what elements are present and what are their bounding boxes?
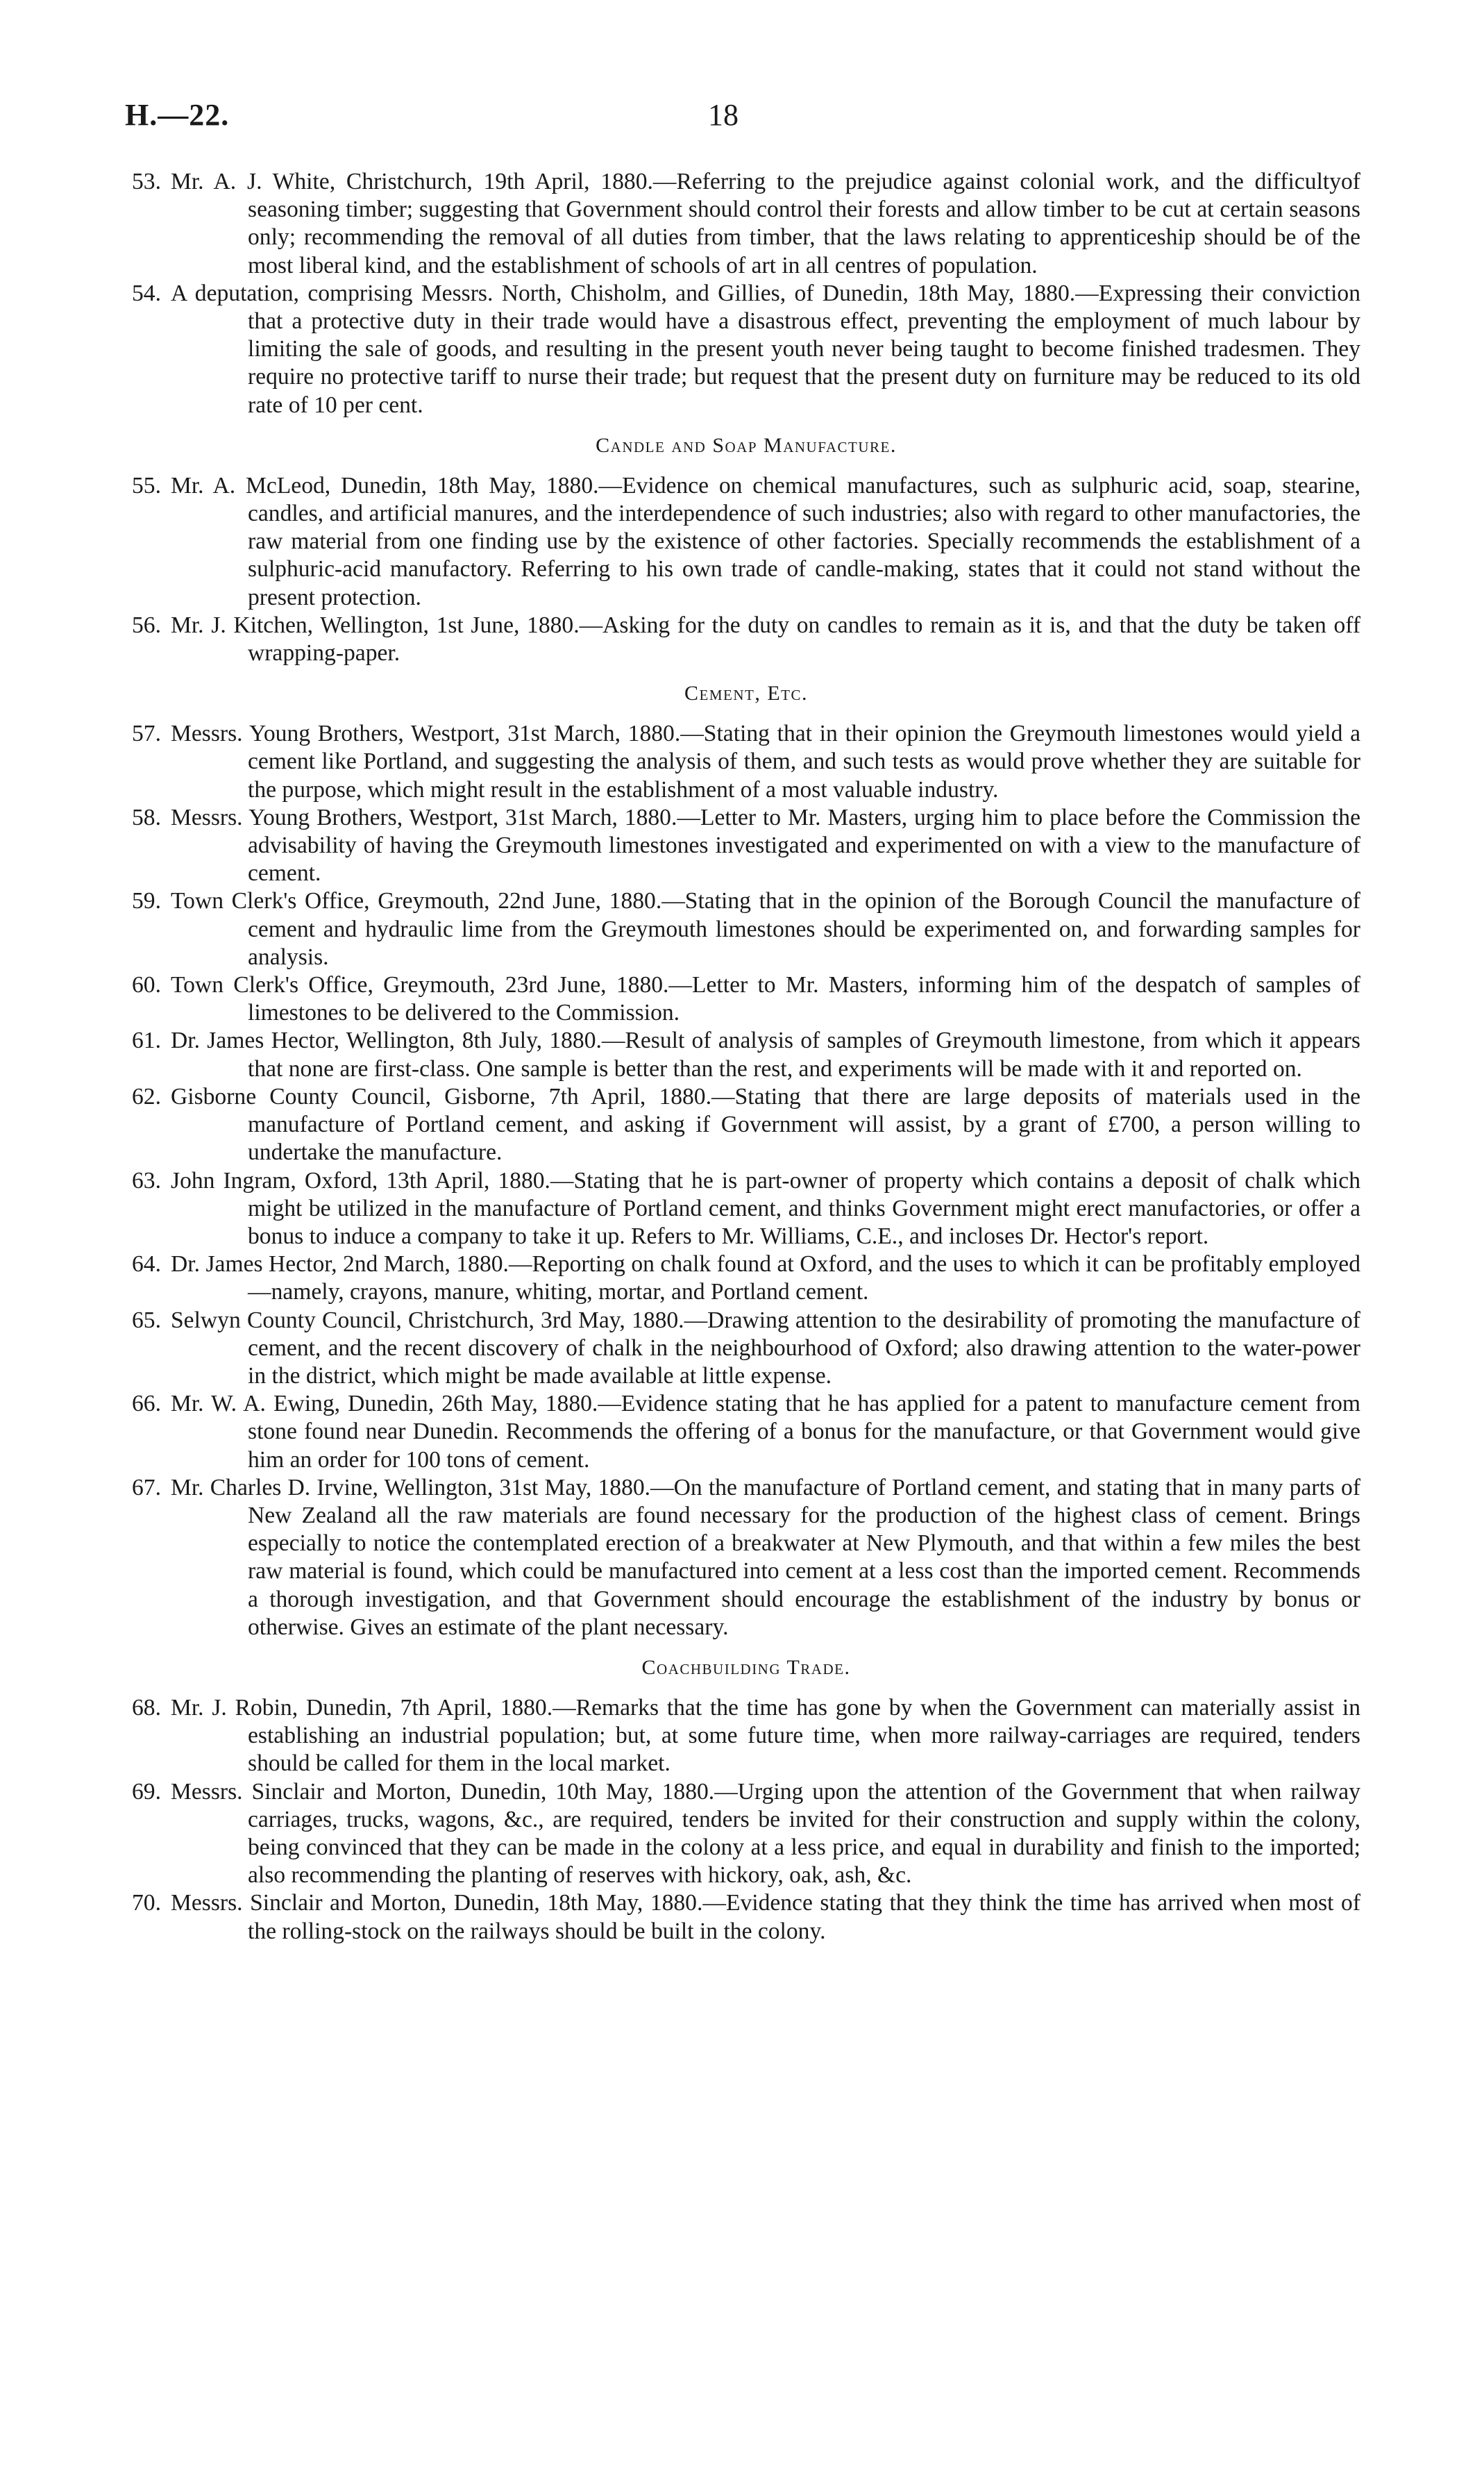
entry-text: Messrs. Sinclair and Morton, Dunedin, 10th May, 1880.—Urging upon the attention of the Government that when railway carriages, trucks, wagons, &c., are required, tenders be invited for their construction and supply within the colony, being convinced that they can be made in the colony at a less price, and equal in durability and finish to the imported; also recommending the planting of reserves with hickory, oak, ash, &c. bbox=[171, 1778, 1360, 1889]
entry-number: 69. bbox=[132, 1778, 161, 1805]
entry-number: 67. bbox=[132, 1474, 161, 1500]
entry-text: Dr. James Hector, Wellington, 8th July, 1880.—Result of analysis of samples of Greymouth limestone, from which it appears that none are first-class. One sample is better than the rest, and experiments will be made with it and reported on. bbox=[171, 1028, 1360, 1082]
list-item bbox=[132, 280, 1360, 419]
entry-number: 65. bbox=[132, 1307, 161, 1333]
document-body bbox=[132, 168, 1360, 1946]
entry-list bbox=[132, 1694, 1360, 1946]
list-item bbox=[132, 1307, 1360, 1391]
entry-text: Mr. A. J. White, Christchurch, 19th April, 1880.—Referring to the prejudice against colonial work, and the difficultyof seasoning timber; suggesting that Government should control their forests and allow timber to be cut at certain seasons only; recommending the removal of all duties from timber, that the laws relating to apprenticeship should be of the most liberal kind, and the establishment of schools of art in all centres of population. bbox=[171, 169, 1360, 278]
entry-number: 53. bbox=[132, 169, 161, 194]
entry-text: Messrs. Sinclair and Morton, Dunedin, 18th May, 1880.—Evidence stating that they think the time has arrived when most of the rolling-stock on the railways should be built in the colony. bbox=[171, 1890, 1360, 1944]
document-code: H.—22. bbox=[125, 98, 230, 132]
list-item bbox=[132, 1474, 1360, 1641]
page-header bbox=[125, 97, 1360, 146]
entry-text: Mr. A. McLeod, Dunedin, 18th May, 1880.—Evidence on chemical manufactures, such as sulphuric acid, soap, stearine, candles, and artificial manures, and the interdependence of such industries; also with regard to other manufactories, the raw material from one finding use by the existence of other factories. Specially recommends the establishment of a sulphuric-acid manufactory. Referring to his own trade of candle-making, states that it could not stand without the present protection. bbox=[171, 472, 1360, 610]
list-item bbox=[132, 1027, 1360, 1082]
list-item bbox=[132, 612, 1360, 667]
list-item bbox=[132, 804, 1360, 888]
list-item bbox=[132, 1778, 1360, 1890]
list-item bbox=[132, 720, 1360, 804]
entry-text: Mr. J. Kitchen, Wellington, 1st June, 1880.—Asking for the duty on candles to remain as it is, and that the duty be taken off wrapping-paper. bbox=[171, 612, 1360, 667]
entry-number: 55. bbox=[132, 472, 161, 499]
entry-text: Messrs. Young Brothers, Westport, 31st March, 1880.—Letter to Mr. Masters, urging him to place before the Commission the advisability of having the Greymouth limestones investigated and experimented on with a view to the manufacture of cement. bbox=[171, 804, 1360, 887]
list-item bbox=[132, 1694, 1360, 1778]
entry-number: 54. bbox=[132, 280, 161, 306]
list-item bbox=[132, 1250, 1360, 1306]
entry-number: 63. bbox=[132, 1167, 161, 1194]
entry-text: Town Clerk's Office, Greymouth, 22nd June, 1880.—Stating that in the opinion of the Borough Council the manufacture of cement and hydraulic lime from the Greymouth limestones should be experimented on, and forwarding samples for analysis. bbox=[171, 888, 1360, 970]
entry-number: 56. bbox=[132, 612, 161, 638]
list-item bbox=[132, 1390, 1360, 1474]
entry-list bbox=[132, 168, 1360, 419]
entry-list bbox=[132, 472, 1360, 667]
entry-text: John Ingram, Oxford, 13th April, 1880.—Stating that he is part-owner of property which contains a deposit of chalk which might be utilized in the manufacture of Portland cement, and thinks Government might erect manufactories, or offer a bonus to induce a company to take it up. Refers to Mr. Williams, C.E., and incloses Dr. Hector's report. bbox=[171, 1167, 1360, 1249]
section-heading-coachbuilding: Coachbuilding Trade. bbox=[641, 1655, 851, 1679]
entry-number: 62. bbox=[132, 1083, 161, 1110]
entry-number: 64. bbox=[132, 1251, 161, 1278]
list-item bbox=[132, 1083, 1360, 1167]
list-item bbox=[132, 971, 1360, 1027]
entry-text: Messrs. Young Brothers, Westport, 31st March, 1880.—Stating that in their opinion the Greymouth limestones would yield a cement like Portland, and suggesting the analysis of them, and such tests as would prove whether they are suitable for the purpose, which might result in the establishment of a most valuable industry. bbox=[171, 721, 1360, 803]
list-item bbox=[132, 887, 1360, 971]
entry-text: Dr. James Hector, 2nd March, 1880.—Reporting on chalk found at Oxford, and the uses to which it can be profitably employed—namely, crayons, manure, whiting, mortar, and Portland cement. bbox=[171, 1251, 1360, 1305]
entry-text: Mr. Charles D. Irvine, Wellington, 31st May, 1880.—On the manufacture of Portland cement, and stating that in many parts of New Zealand all the raw materials are found necessary for the production of the highest class of cement. Brings especially to notice the contemplated erection of a breakwater at New Plymouth, and that within a few miles the best raw material is found, which could be manufactured into cement at a less cost than the imported cement. Recommends a thorough investigation, and that Government should encourage the establishment of the industry by bonus or otherwise. Gives an estimate of the plant necessary. bbox=[171, 1474, 1360, 1640]
list-item bbox=[132, 1167, 1360, 1251]
entry-number: 68. bbox=[132, 1694, 161, 1721]
entry-text: A deputation, comprising Messrs. North, Chisholm, and Gillies, of Dunedin, 18th May, 1880.—Expressing their conviction that a protective duty in their trade would have a disastrous effect, preventing the employment of much labour by limiting the sale of goods, and resulting in the present youth never being taught to become finished tradesmen. They require no protective tariff to nurse their trade; but request that the present duty on furniture may be reduced to its old rate of 10 per cent. bbox=[171, 280, 1360, 418]
entry-text: Selwyn County Council, Christchurch, 3rd May, 1880.—Drawing attention to the desirability of promoting the manufacture of cement, and the recent discovery of chalk in the neighbourhood of Oxford; also drawing attention to the water-power in the district, which might be made available at little expense. bbox=[171, 1307, 1360, 1389]
entry-number: 60. bbox=[132, 972, 161, 998]
entry-number: 58. bbox=[132, 804, 161, 830]
entry-number: 59. bbox=[132, 888, 161, 914]
entry-number: 61. bbox=[132, 1028, 161, 1054]
section-heading-candle: Candle and Soap Manufacture. bbox=[596, 433, 897, 457]
section-heading-cement: Cement, Etc. bbox=[684, 682, 808, 705]
entry-number: 70. bbox=[132, 1890, 161, 1916]
list-item bbox=[132, 1889, 1360, 1945]
entry-number: 66. bbox=[132, 1391, 161, 1417]
entry-number: 57. bbox=[132, 721, 161, 747]
entry-text: Mr. W. A. Ewing, Dunedin, 26th May, 1880.—Evidence stating that he has applied for a patent to manufacture cement from stone found near Dunedin. Recommends the offering of a bonus for the manufacture, or that Government would give him an order for 100 tons of cement. bbox=[171, 1391, 1360, 1473]
page-number: 18 bbox=[708, 98, 739, 132]
entry-text: Mr. J. Robin, Dunedin, 7th April, 1880.—Remarks that the time has gone by when the Government can materially assist in establishing an industrial population; but, at some future time, when more railway-carriages are required, tenders should be called for them in the local market. bbox=[171, 1694, 1360, 1777]
entry-text: Town Clerk's Office, Greymouth, 23rd June, 1880.—Letter to Mr. Masters, informing him of the despatch of samples of limestones to be delivered to the Commission. bbox=[171, 972, 1360, 1026]
entry-text: Gisborne County Council, Gisborne, 7th April, 1880.—Stating that there are large deposits of materials used in the manufacture of Portland cement, and asking if Government will assist, by a grant of £700, a person willing to undertake the manufacture. bbox=[171, 1083, 1360, 1166]
list-item bbox=[132, 472, 1360, 612]
entry-list bbox=[132, 720, 1360, 1641]
list-item bbox=[132, 168, 1360, 280]
